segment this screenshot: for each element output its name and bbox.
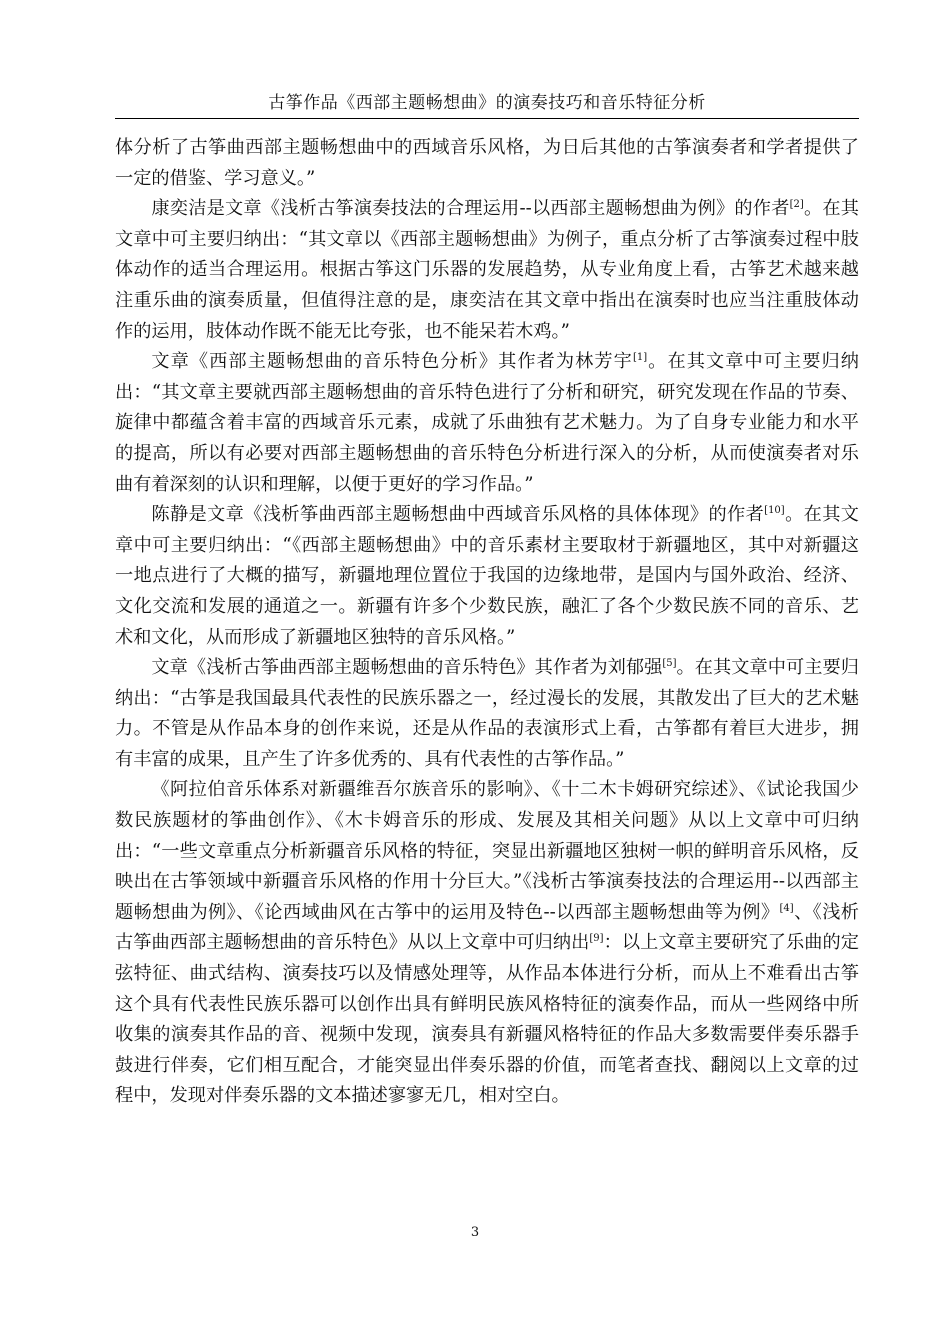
citation-ref-9: [9] bbox=[589, 933, 604, 945]
paragraph-text: 文章《西部主题畅想曲的音乐特色分析》其作者为林芳宇 bbox=[151, 351, 633, 373]
header-divider bbox=[115, 118, 859, 119]
paragraph-literature-summary bbox=[115, 775, 859, 1112]
paragraph-lin-fangyu bbox=[115, 347, 859, 500]
paragraph-text: 文章《浅析古筝曲西部主题畅想曲的音乐特色》其作者为刘郁强 bbox=[151, 657, 663, 679]
citation-ref-4: [4] bbox=[779, 902, 794, 914]
body-text bbox=[115, 133, 859, 1112]
paragraph-continued bbox=[115, 133, 859, 194]
paragraph-text: 、《浅析古筝曲西部主题畅想曲的音乐特色》从以上文章中可归纳出 bbox=[115, 901, 859, 954]
paragraph-text: ：以上文章主要研究了乐曲的定弦特征、曲式结构、演奏技巧以及情感处理等，从作品本体进行分析，而从上不难看出古筝这个具有代表性民族乐器可以创作出具有鲜明民族风格特征的演奏作品，而从一些网络中所收集的演奏其作品的音、视频中发现，演奏具有新疆风格特征的作品大多数需要伴奏乐器手鼓进行伴奏，它们相互配合，才能突显出伴奏乐器的价值，而笔者查找、翻阅以上文章的过程中，发现对伴奏乐器的文本描述寥寥无几，相对空白。 bbox=[115, 932, 859, 1107]
paragraph-kang-yijie bbox=[115, 194, 859, 347]
paragraph-text: 。在其文章中可主要归纳出：“《西部主题畅想曲》中的音乐素材主要取材于新疆地区，其中对新疆这一地点进行了大概的描写，新疆地理位置位于我国的边缘地带，是国内与国外政治、经济、文化交流和发展的通道之一。新疆有许多个少数民族，融汇了各个少数民族不同的音乐、艺术和文化，从而形成了新疆地区独特的音乐风格。” bbox=[115, 504, 859, 648]
page-number: 3 bbox=[470, 1225, 480, 1240]
running-header: 古筝作品《西部主题畅想曲》的演奏技巧和音乐特征分析 bbox=[268, 93, 706, 113]
paragraph-text: 陈静是文章《浅析筝曲西部主题畅想曲中西域音乐风格的具体体现》的作者 bbox=[151, 504, 765, 526]
citation-ref-2: [2] bbox=[789, 199, 804, 211]
paragraph-text: 。在其文章中可主要归纳出：“其文章以《西部主题畅想曲》为例子，重点分析了古筝演奏过程中肢体动作的适当合理运用。根据古筝这门乐器的发展趋势，从专业角度上看，古筝艺术越来越注重乐曲的演奏质量，但值得注意的是，康奕洁在其文章中指出在演奏时也应当注重肢体动作的运用，肢体动作既不能无比夸张，也不能呆若木鸡。” bbox=[115, 198, 859, 342]
citation-ref-5: [5] bbox=[662, 658, 677, 670]
citation-ref-1: [1] bbox=[632, 352, 648, 364]
paragraph-text: 。在其文章中可主要归纳出：“其文章主要就西部主题畅想曲的音乐特色进行了分析和研究，研究发现在作品的节奏、旋律中都蕴含着丰富的西域音乐元素，成就了乐曲独有艺术魅力。为了自身专业能力和水平的提高，所以有必要对西部主题畅想曲的音乐特色分析进行深入的分析，从而使演奏者对乐曲有着深刻的认识和理解，以便于更好的学习作品。” bbox=[115, 351, 859, 495]
paragraph-text: 体分析了古筝曲西部主题畅想曲中的西域音乐风格，为日后其他的古筝演奏者和学者提供了一定的借鉴、学习意义。” bbox=[115, 137, 859, 189]
paragraph-text: 康奕洁是文章《浅析古筝演奏技法的合理运用--以西部主题畅想曲为例》的作者 bbox=[151, 198, 790, 220]
paragraph-chen-jing bbox=[115, 500, 859, 653]
paragraph-text: 。在其文章中可主要归纳出：“古筝是我国最具代表性的民族乐器之一，经过漫长的发展，其散发出了巨大的艺术魅力。不管是从作品本身的创作来说，还是从作品的表演形式上看，古筝都有着巨大进步，拥有丰富的成果，且产生了许多优秀的、具有代表性的古筝作品。” bbox=[115, 657, 859, 770]
citation-ref-10: [10] bbox=[764, 505, 785, 517]
paragraph-liu-yuqiang bbox=[115, 653, 859, 775]
paragraph-text: 《阿拉伯音乐体系对新疆维吾尔族音乐的影响》、《十二木卡姆研究综述》、《试论我国少数民族题材的筝曲创作》、《木卡姆音乐的形成、发展及其相关问题》从以上文章中可归纳出：“一些文章重点分析新疆音乐风格的特征，突显出新疆地区独树一帜的鲜明音乐风格，反映出在古筝领域中新疆音乐风格的作用十分巨大。”《浅析古筝演奏技法的合理运用--以西部主题畅想曲为例》、《论西域曲风在古筝中的运用及特色--以西部主题畅想曲等为例》 bbox=[115, 779, 859, 923]
